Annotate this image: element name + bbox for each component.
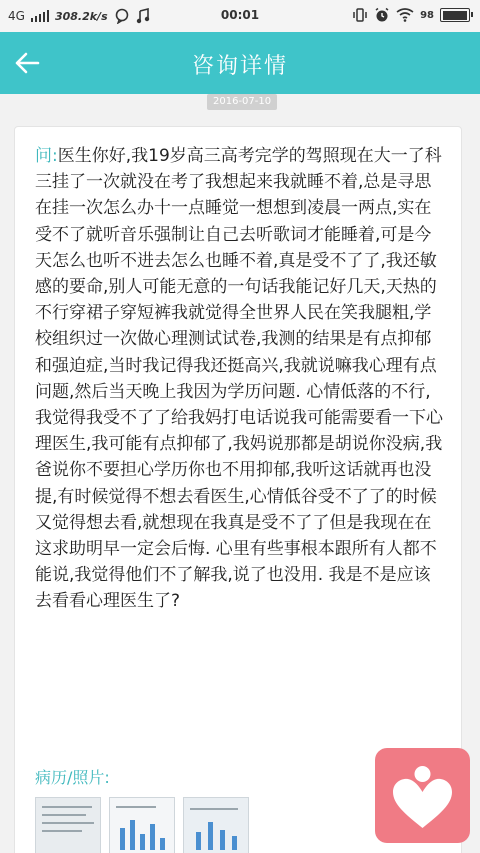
- network-type: 4G: [8, 9, 25, 23]
- network-speed: 308.2k/s: [54, 9, 108, 23]
- clock: 00:01: [220, 8, 260, 22]
- battery-percent: 98: [420, 9, 434, 21]
- date-badge: 2016-07-10: [207, 94, 277, 110]
- alarm-icon: [374, 7, 390, 23]
- record-photo[interactable]: [35, 797, 101, 853]
- page-title: 咨询详情: [191, 54, 288, 79]
- floating-action-button[interactable]: [375, 748, 470, 843]
- photo-list: [35, 797, 249, 853]
- battery-icon: [440, 8, 470, 22]
- question-body: 医生你好,我19岁高三高考完学的驾照现在大一了科三挂了一次就没在考了我想起来我就睡不着,总是寻思在挂一次怎么办十一点睡觉一想想到凌晨一两点,实在受不了就听音乐强制让自己去听歌词才能睡着,可是今天怎么也听不进去怎么也睡不着,真是受不了了,我还敏感的要命,别人可能无意的一句话我能记好几天,天热的不行穿裙子穿短裤我就觉得全世界人民在笑我腿粗,学校组织过一次做心理测试试卷,我测的结果是有点抑郁和强迫症,当时我记得我还挺高兴,我就说嘛我心理有点问题,然后当天晚上我因为学历问题. 心情低落的不行,我觉得我受不了了给我妈打电话说我可能需要看一下心理医生,我可能有点抑郁了,我妈说那都是胡说你没病,我爸说你不要担心学历你也不用抑郁,我听这话就再也没提,有时候觉得不想去看医生,心情低谷受不了了的时候又觉得想去看,就想现在我真是受不了了但是我现在在这求助明早一定会后悔. 心里有些事根本跟所有人都不能说,我觉得他们不了解我,说了也没用. 我是不是应该去看看心理医生了?: [35, 146, 443, 612]
- consultation-card: [14, 126, 462, 853]
- wifi-icon: [396, 8, 414, 22]
- title-bar: [0, 32, 480, 94]
- status-bar: [0, 0, 480, 32]
- battery-level: [443, 11, 468, 20]
- vibrate-icon: [352, 7, 368, 23]
- heart-person-icon: [375, 748, 470, 843]
- record-photo[interactable]: [109, 797, 175, 853]
- question-text: [35, 143, 447, 615]
- record-photo[interactable]: [183, 797, 249, 853]
- records-label: 病历/照片:: [35, 768, 110, 787]
- question-label: 问:: [35, 146, 58, 166]
